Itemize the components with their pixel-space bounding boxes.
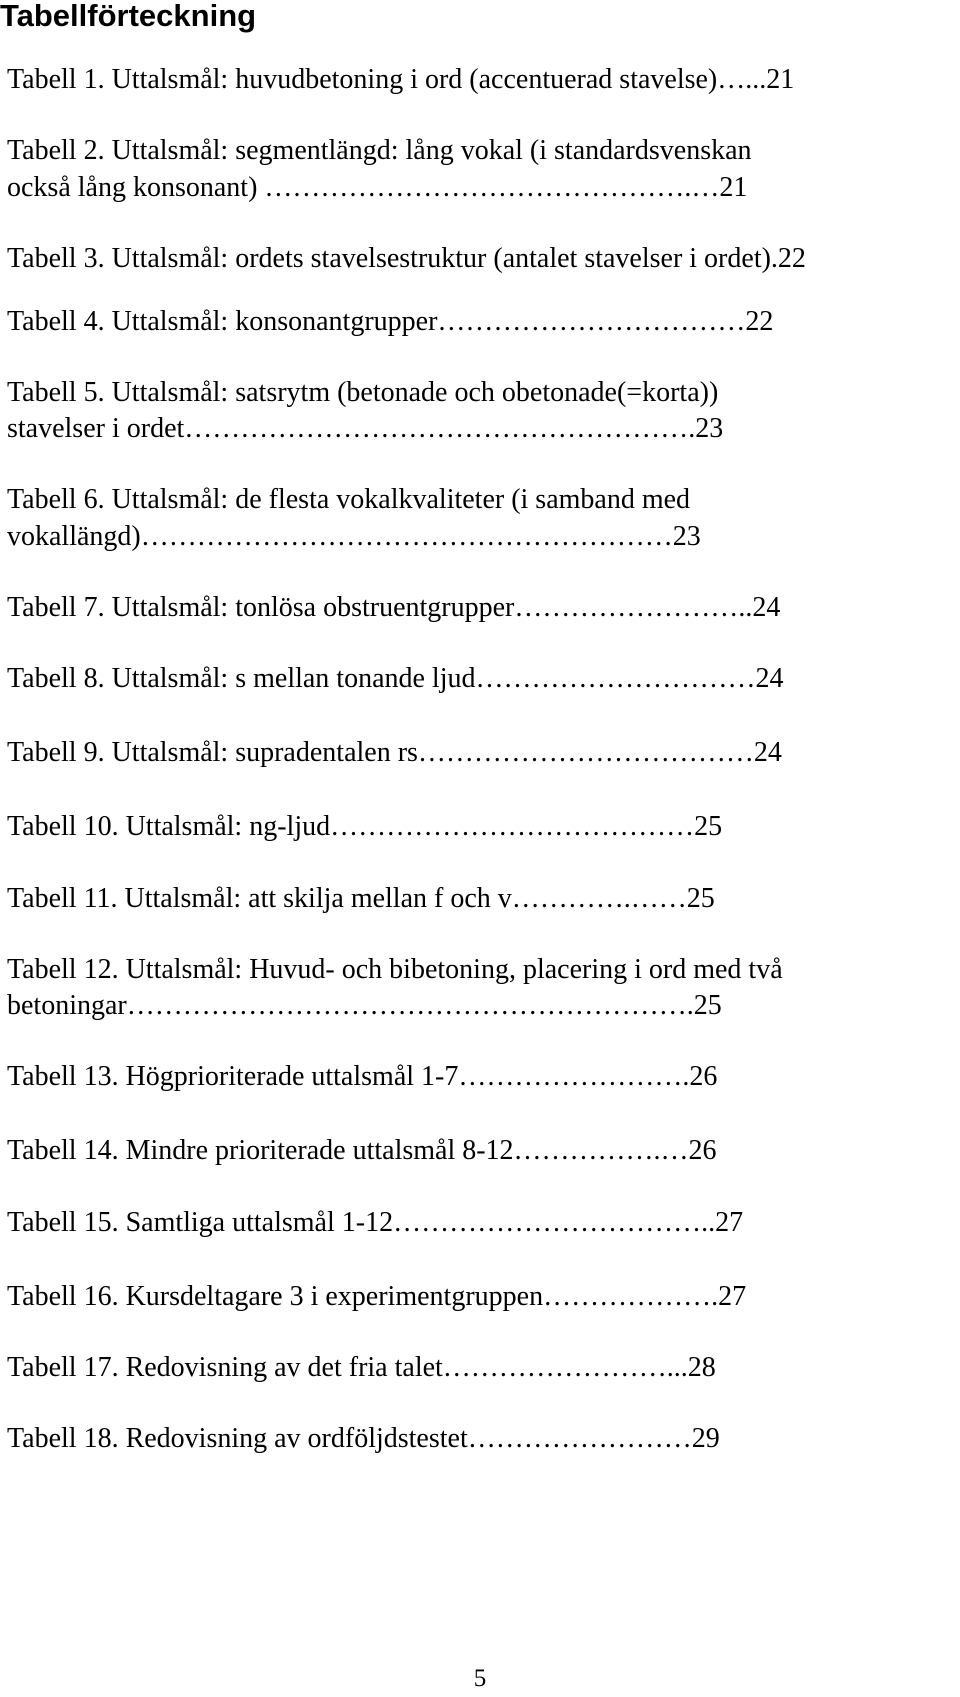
toc-entry-text: Tabell 2. Uttalsmål: segmentlängd: lång vokal (i standardsvenskan (7, 135, 752, 166)
page-title: Tabellförteckning (0, 0, 257, 33)
toc-entry-text: vokallängd)…………………………………………………23 (7, 521, 701, 552)
toc-entry-text: betoningar…………………………………………………….25 (7, 990, 722, 1021)
toc-entry-text: Tabell 3. Uttalsmål: ordets stavelsestruktur (antalet stavelser i ordet).22 (7, 243, 806, 274)
toc-entry-text: Tabell 4. Uttalsmål: konsonantgrupper……………………………22 (7, 306, 774, 337)
toc-entry-text: Tabell 16. Kursdeltagare 3 i experimentgruppen……………….27 (7, 1281, 747, 1312)
toc-entry-text: Tabell 17. Redovisning av det fria talet……………………...28 (7, 1352, 716, 1383)
toc-entry-text: Tabell 13. Högprioriterade uttalsmål 1-7…………………….26 (7, 1061, 718, 1092)
toc-entry-text: Tabell 18. Redovisning av ordföljdstestet……………………29 (7, 1423, 720, 1454)
toc-entry-text: stavelser i ordet……………………………………………….23 (7, 413, 724, 444)
toc-entry-text: också lång konsonant) ……………………………………….…21 (7, 172, 748, 203)
toc-entry-text: Tabell 6. Uttalsmål: de flesta vokalkvaliteter (i samband med (7, 484, 691, 515)
toc-entry-text: Tabell 11. Uttalsmål: att skilja mellan f och v………….……25 (7, 883, 715, 914)
toc-entry-text: Tabell 8. Uttalsmål: s mellan tonande ljud…………………………24 (7, 663, 784, 694)
toc-entry-text: Tabell 7. Uttalsmål: tonlösa obstruentgrupper……………………..24 (7, 592, 781, 623)
toc-entry-text: Tabell 1. Uttalsmål: huvudbetoning i ord (accentuerad stavelse)…...21 (7, 64, 795, 95)
toc-entry-text: Tabell 15. Samtliga uttalsmål 1-12……………………………..27 (7, 1207, 744, 1238)
toc-entry-text: Tabell 9. Uttalsmål: supradentalen rs………………………………24 (7, 737, 782, 768)
toc-entry-text: Tabell 14. Mindre prioriterade uttalsmål 8-12…………….…26 (7, 1135, 717, 1166)
toc-entry-text: Tabell 5. Uttalsmål: satsrytm (betonade och obetonade(=korta)) (7, 377, 719, 408)
toc-entry-text: Tabell 12. Uttalsmål: Huvud- och bibetoning, placering i ord med två (7, 954, 783, 985)
page-number: 5 (473, 1665, 487, 1692)
toc-entry-text: Tabell 10. Uttalsmål: ng-ljud…………………………………25 (7, 811, 723, 842)
